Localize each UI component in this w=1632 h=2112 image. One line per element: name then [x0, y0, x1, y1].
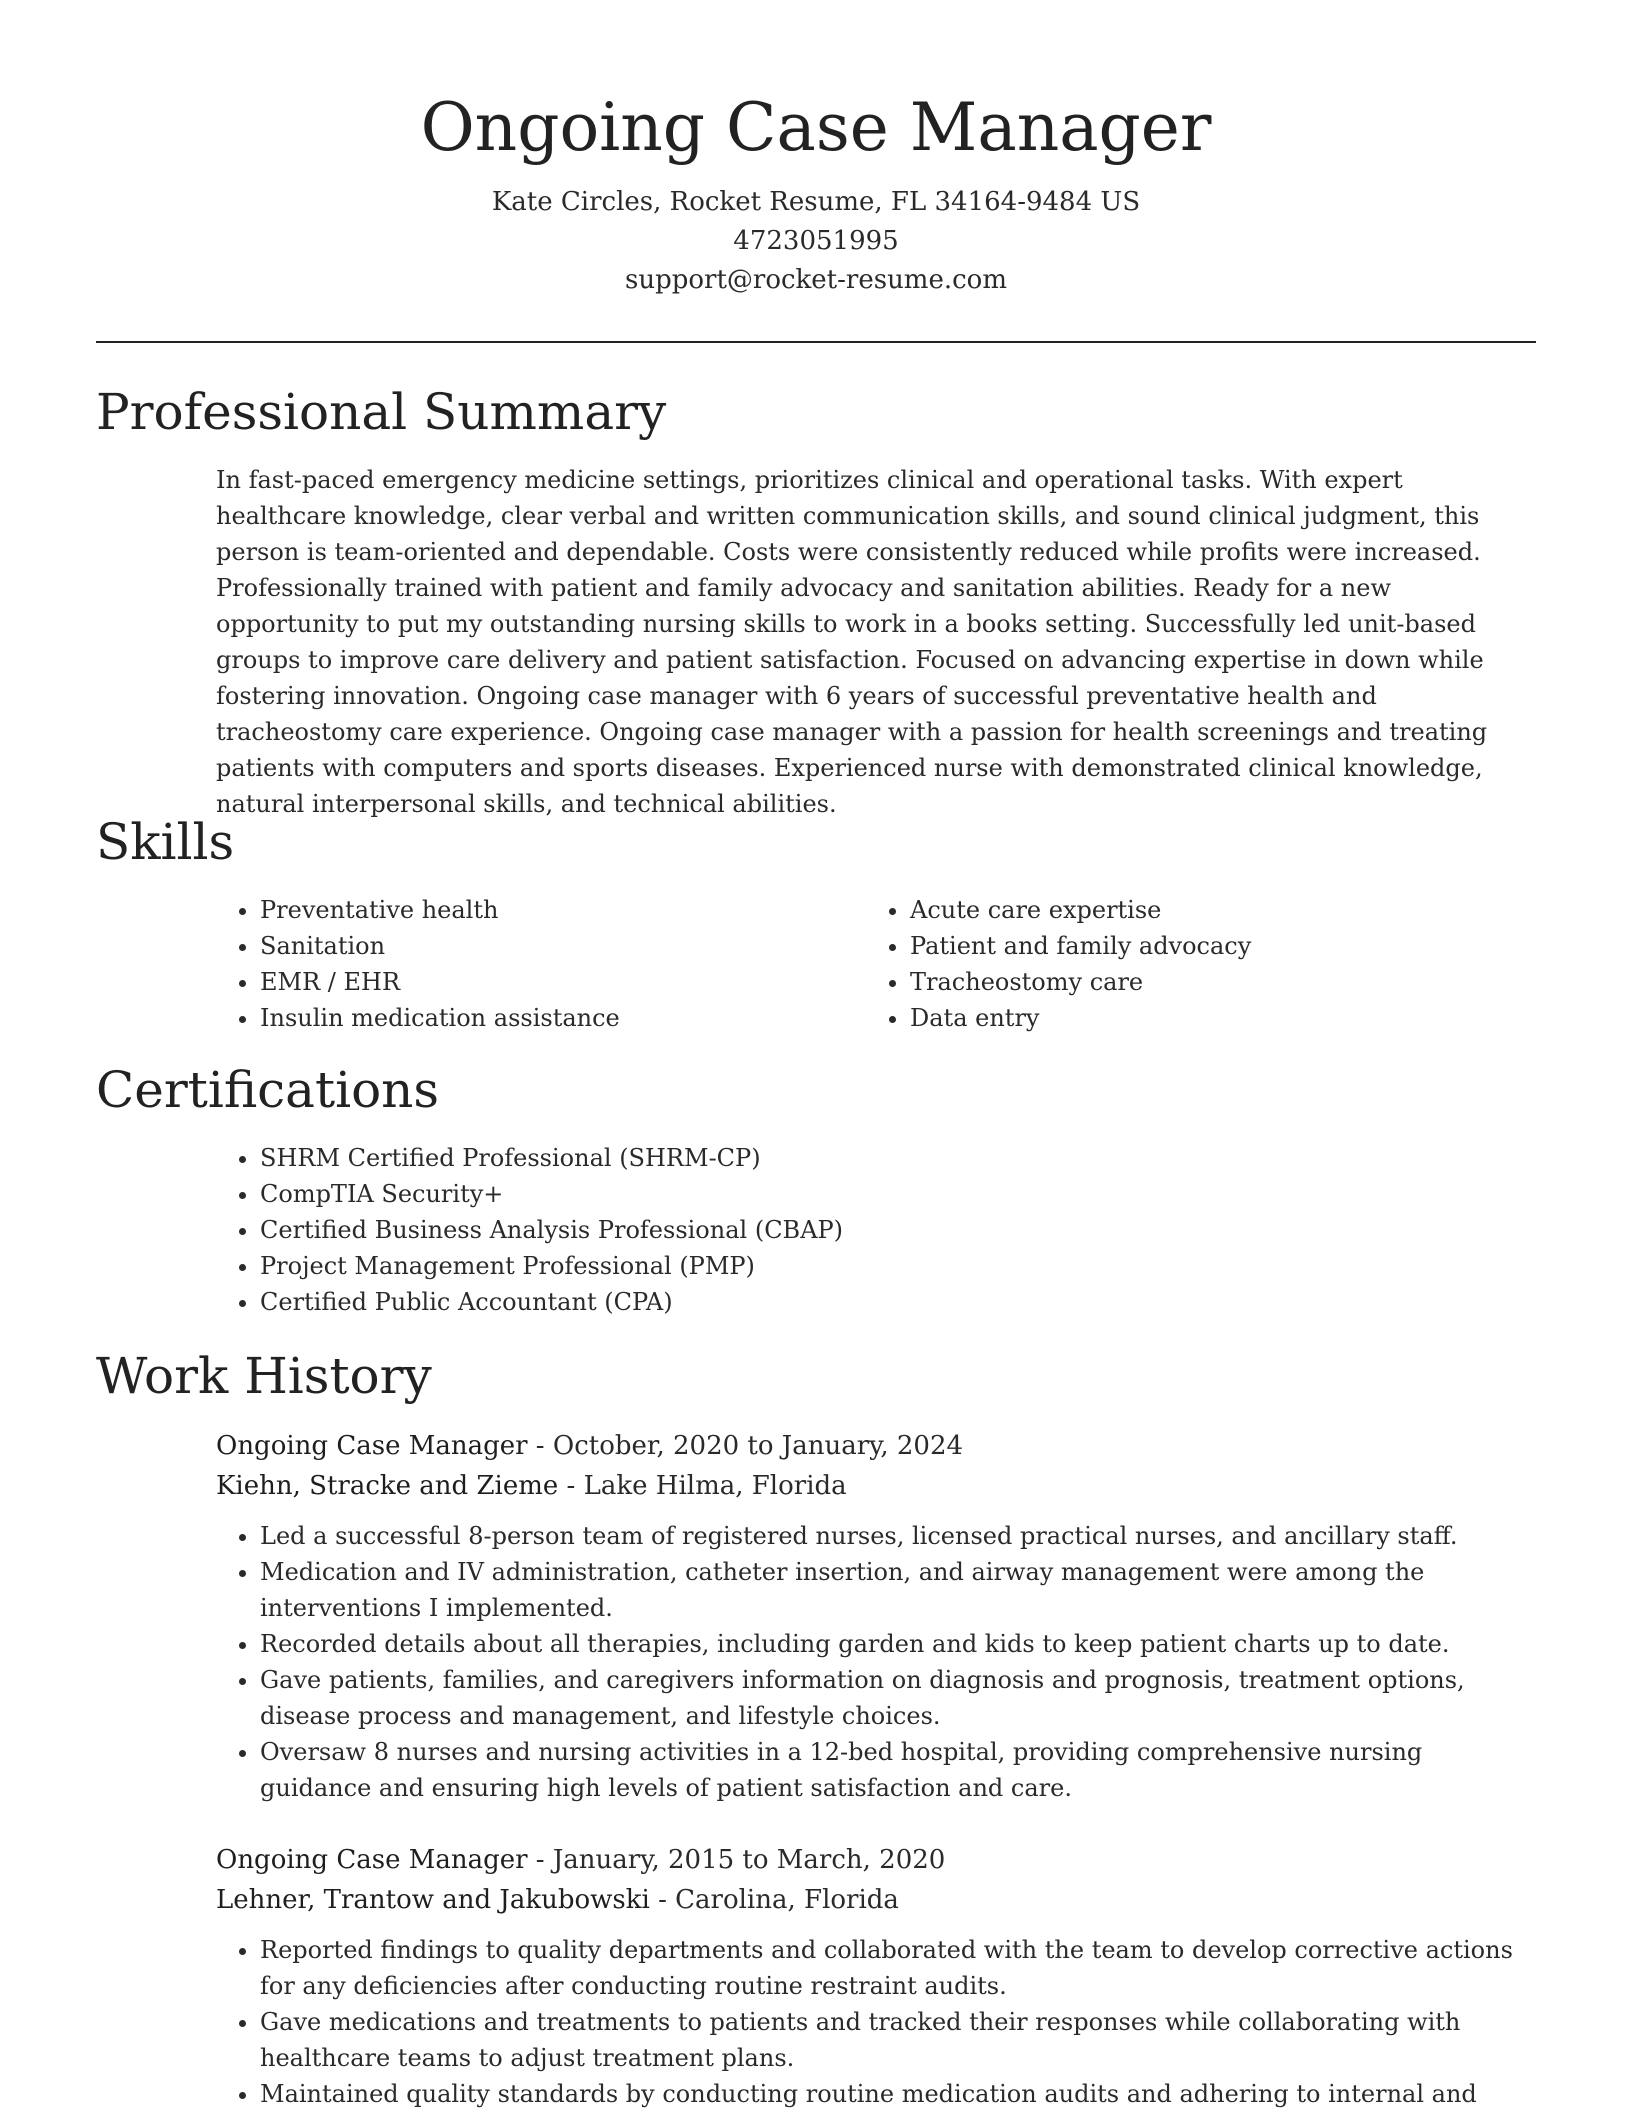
job-bullet: • Gave patients, families, and caregivers information on diagnosis and prognosis, treatment options, disease process and management, and lifestyle choices.: [260, 1662, 1536, 1734]
job-title-line: Ongoing Case Manager - January, 2015 to March, 2020: [216, 1845, 946, 1875]
certification-item: • Project Management Professional (PMP): [260, 1248, 1536, 1284]
skill-item: • Tracheostomy care: [910, 964, 1516, 1000]
skills-column-left: [216, 892, 866, 1036]
job-title-line: Ongoing Case Manager - October, 2020 to January, 2024: [216, 1431, 964, 1461]
job-entry: [216, 1840, 1536, 2112]
header-divider: [96, 341, 1536, 343]
job-location: Lake Hilma, Florida: [583, 1471, 847, 1501]
contact-email: support@rocket-resume.com: [624, 265, 1007, 295]
skills-list: [216, 892, 1536, 1036]
certification-item: • CompTIA Security+: [260, 1176, 1536, 1212]
job-role: Ongoing Case Manager: [216, 1845, 528, 1875]
certification-item: • Certified Business Analysis Professional (CBAP): [260, 1212, 1536, 1248]
contact-address: Kate Circles, Rocket Resume, FL 34164-9484 US: [491, 187, 1141, 217]
job-company: Kiehn, Stracke and Zieme: [216, 1471, 559, 1501]
skill-item: • EMR / EHR: [260, 964, 866, 1000]
skills-heading: Skills: [96, 813, 235, 871]
skills-column-right: [866, 892, 1516, 1036]
certifications-heading: Certifications: [96, 1061, 440, 1119]
job-bullet: • Maintained quality standards by conducting routine medication audits and adhering to internal and: [260, 2076, 1536, 2112]
job-company-line: Lehner, Trantow and Jakubowski - Carolina, Florida: [216, 1885, 899, 1915]
job-bullet: • Led a successful 8-person team of registered nurses, licensed practical nurses, and ancillary staff.: [260, 1518, 1536, 1554]
summary-heading: Professional Summary: [96, 383, 667, 441]
job-bullets: [216, 1518, 1536, 1806]
work-history-heading: Work History: [96, 1347, 432, 1405]
skill-item: • Insulin medication assistance: [260, 1000, 866, 1036]
job-location: Carolina, Florida: [675, 1885, 899, 1915]
skill-item: • Patient and family advocacy: [910, 928, 1516, 964]
candidate-name: Ongoing Case Manager: [420, 89, 1212, 166]
summary-text: In fast-paced emergency medicine settings, prioritizes clinical and operational tasks. With expert healthcare knowledge, clear verbal and written communication skills, and sound clinical judgment, this person is team-oriented and dependable. Costs were consistently reduced while profits were increased. Professionally trained with patient and family advocacy and sanitation abilities. Ready for a new opportunity to put my outstanding nursing skills to work in a books setting. Successfully led unit-based groups to improve care delivery and patient satisfaction. Focused on advancing expertise in down while fostering innovation. Ongoing case manager with 6 years of successful preventative health and tracheostomy care experience. Ongoing case manager with a passion for health screenings and treating patients with computers and sports diseases. Experienced nurse with demonstrated clinical knowledge, natural interpersonal skills, and technical abilities.: [216, 466, 1488, 818]
job-dates: January, 2015 to March, 2020: [552, 1845, 946, 1875]
skill-item: • Sanitation: [260, 928, 866, 964]
skill-item: • Preventative health: [260, 892, 866, 928]
certifications-list: [216, 1140, 1536, 1320]
skill-item: • Data entry: [910, 1000, 1516, 1036]
job-dates: October, 2020 to January, 2024: [552, 1431, 964, 1461]
job-bullets: [216, 1932, 1536, 2112]
job-bullet: • Oversaw 8 nurses and nursing activities in a 12-bed hospital, providing comprehensive nursing guidance and ensuring high levels of patient satisfaction and care.: [260, 1734, 1536, 1806]
job-company-line: Kiehn, Stracke and Zieme - Lake Hilma, Florida: [216, 1471, 847, 1501]
skill-item: • Acute care expertise: [910, 892, 1516, 928]
job-company: Lehner, Trantow and Jakubowski: [216, 1885, 650, 1915]
job-bullet: • Medication and IV administration, catheter insertion, and airway management were among the interventions I implemented.: [260, 1554, 1536, 1626]
job-bullet: • Recorded details about all therapies, including garden and kids to keep patient charts up to date.: [260, 1626, 1536, 1662]
contact-block: [96, 183, 1536, 300]
resume-header: [96, 82, 1536, 300]
job-role: Ongoing Case Manager: [216, 1431, 528, 1461]
contact-phone: 4723051995: [733, 226, 899, 256]
certification-item: • Certified Public Accountant (CPA): [260, 1284, 1536, 1320]
certification-item: • SHRM Certified Professional (SHRM-CP): [260, 1140, 1536, 1176]
job-bullet: • Reported findings to quality departments and collaborated with the team to develop corrective actions for any deficiencies after conducting routine restraint audits.: [260, 1932, 1536, 2004]
job-bullet: • Gave medications and treatments to patients and tracked their responses while collaborating with healthcare teams to adjust treatment plans.: [260, 2004, 1536, 2076]
job-entry: [216, 1426, 1536, 1806]
